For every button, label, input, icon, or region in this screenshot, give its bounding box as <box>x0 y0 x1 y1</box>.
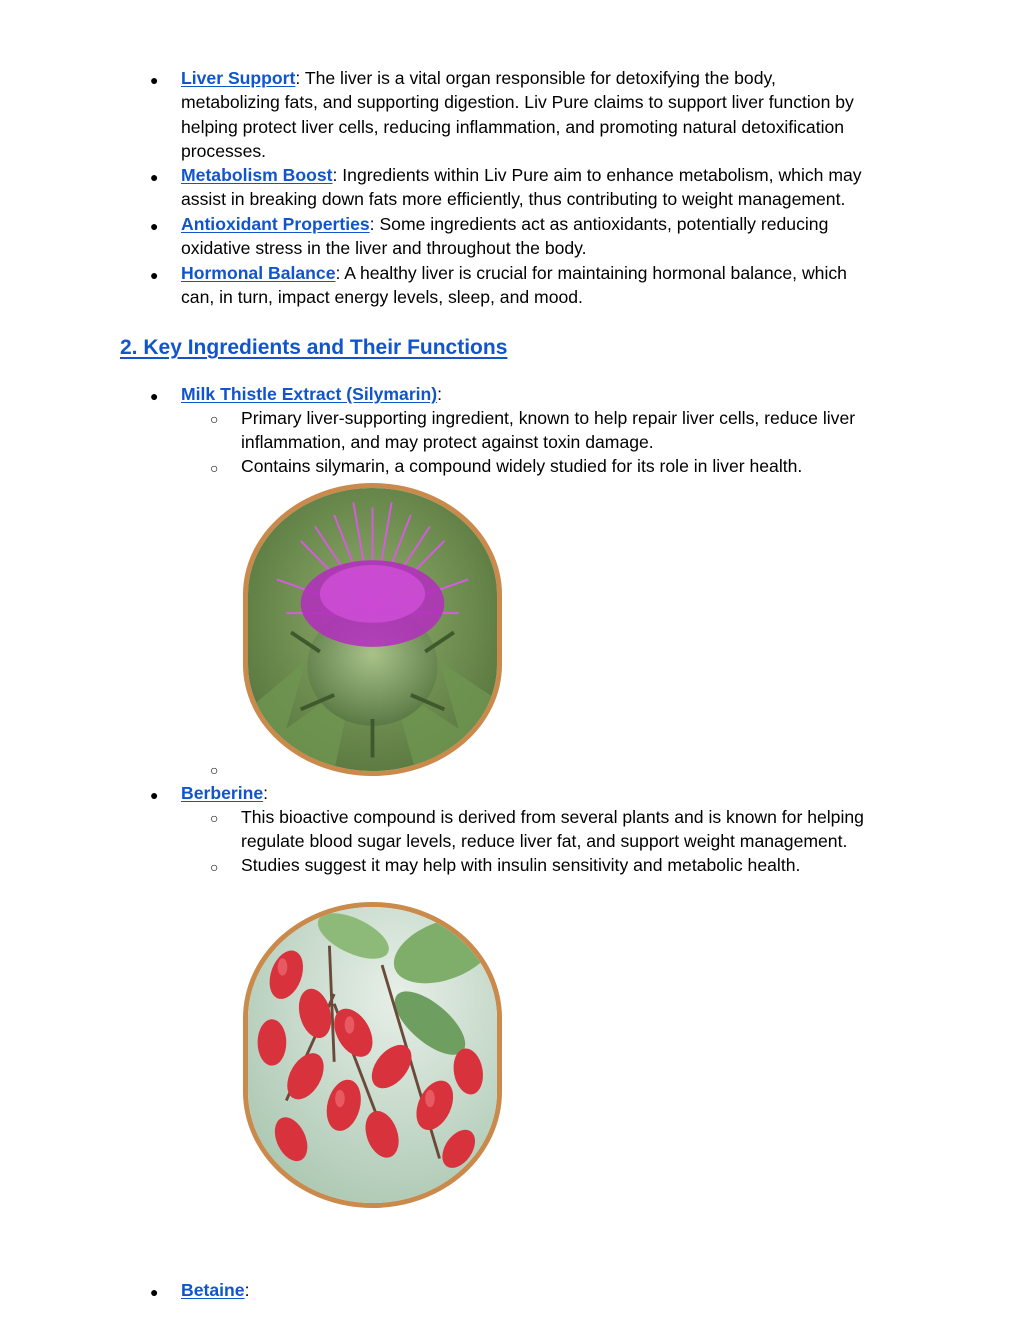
bullet-circle: ○ <box>210 411 219 427</box>
benefit-text-line: metabolizing fats, and supporting digestion. Liv Pure claims to support liver function by <box>181 92 854 112</box>
bullet-circle: ○ <box>210 859 219 875</box>
ingredient-milk-thistle: Milk Thistle Extract (Silymarin): <box>181 384 443 404</box>
benefit-text-line: assist in breaking down fats more efficiently, thus contributing to weight management. <box>181 189 846 209</box>
ingredient-point: Primary liver-supporting ingredient, known to help repair liver cells, reduce liver <box>241 408 856 428</box>
bullet-circle: ○ <box>210 460 219 476</box>
bullet-disc: ● <box>150 218 159 234</box>
benefit-link-hormonal-balance[interactable]: Hormonal Balance <box>181 263 336 283</box>
bullet-disc: ● <box>150 787 159 803</box>
benefit-link-metabolism-boost[interactable]: Metabolism Boost <box>181 165 333 185</box>
bullet-disc: ● <box>150 1284 159 1300</box>
benefit-text-line: oxidative stress in the liver and throughout the body. <box>181 238 587 258</box>
ingredient-point: Studies suggest it may help with insulin sensitivity and metabolic health. <box>241 855 801 875</box>
bullet-circle: ○ <box>210 810 219 826</box>
benefit-text-line: helping protect liver cells, reducing inflammation, and promoting natural detoxification <box>181 117 845 137</box>
benefit-link-antioxidant-properties[interactable]: Antioxidant Properties <box>181 214 370 234</box>
section-heading-link[interactable]: 2. Key Ingredients and Their Functions <box>120 336 508 359</box>
benefit-text-line: processes. <box>181 141 267 161</box>
benefit-text-line: can, in turn, impact energy levels, sleep, and mood. <box>181 287 583 307</box>
ingredient-link-berberine[interactable]: Berberine <box>181 783 264 803</box>
ingredient-point-continued: inflammation, and may protect against toxin damage. <box>241 432 654 452</box>
bullet-disc: ● <box>150 267 159 283</box>
benefit-metabolism-boost: Metabolism Boost: Ingredients within Liv Pure aim to enhance metabolism, which may <box>181 165 862 185</box>
benefit-antioxidant-properties: Antioxidant Properties: Some ingredients act as antioxidants, potentially reducing <box>181 214 829 234</box>
benefit-hormonal-balance: Hormonal Balance: A healthy liver is crucial for maintaining hormonal balance, which <box>181 263 847 283</box>
ingredient-point-continued: regulate blood sugar levels, reduce liver fat, and support weight management. <box>241 831 848 851</box>
bullet-disc: ● <box>150 169 159 185</box>
barberry-berries-image <box>243 902 502 1208</box>
bullet-disc: ● <box>150 72 159 88</box>
ingredient-berberine: Berberine: <box>181 783 269 803</box>
ingredient-point: This bioactive compound is derived from several plants and is known for helping <box>241 807 864 827</box>
ingredient-link-betaine[interactable]: Betaine <box>181 1280 245 1300</box>
benefit-liver-support: Liver Support: The liver is a vital organ responsible for detoxifying the body, <box>181 68 776 88</box>
milk-thistle-flower-image <box>243 483 502 776</box>
bullet-disc: ● <box>150 388 159 404</box>
ingredient-point: Contains silymarin, a compound widely studied for its role in liver health. <box>241 456 803 476</box>
benefit-link-liver-support[interactable]: Liver Support <box>181 68 296 88</box>
ingredient-link-milk-thistle[interactable]: Milk Thistle Extract (Silymarin) <box>181 384 438 404</box>
ingredient-betaine: Betaine: <box>181 1280 250 1300</box>
bullet-circle-empty: ○ <box>210 762 219 778</box>
